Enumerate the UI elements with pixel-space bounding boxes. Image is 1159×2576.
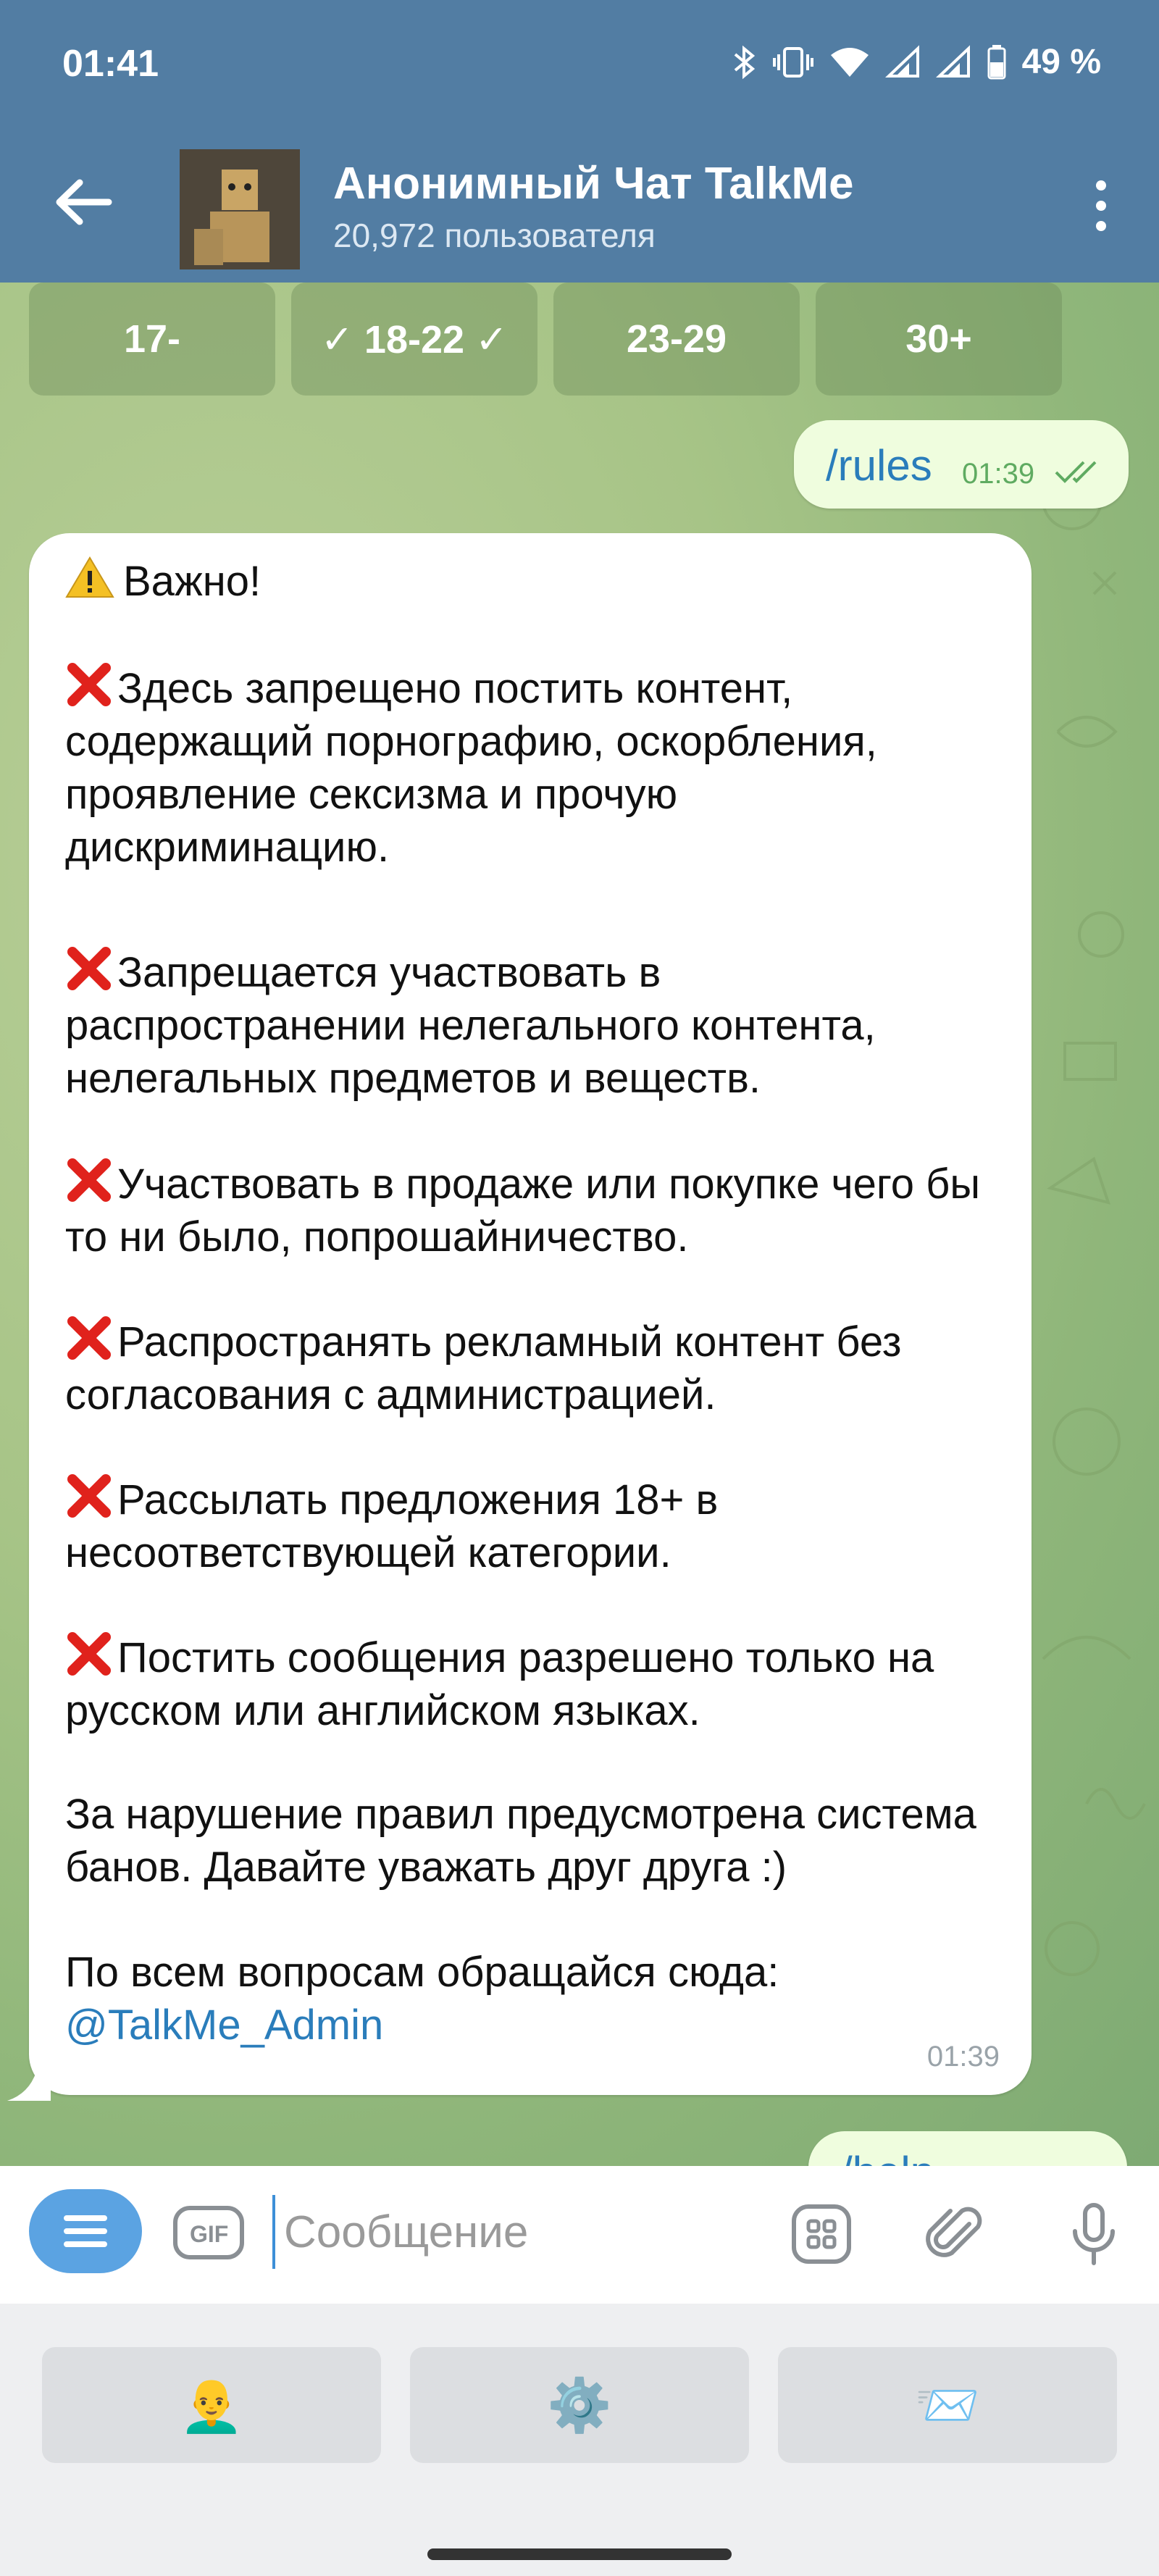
status-time: 01:41 [62, 43, 159, 85]
avatar-image [180, 149, 300, 269]
age-button-30plus[interactable]: 30+ [816, 283, 1062, 396]
admin-link[interactable]: @TalkMe_Admin [65, 2002, 384, 2049]
more-vert-icon[interactable] [1072, 170, 1130, 242]
gear-icon: ⚙️ [547, 2376, 612, 2435]
cross-mark-icon [65, 945, 113, 992]
cross-mark-icon [65, 1314, 113, 1362]
member-count: 20,972 пользователя [333, 217, 656, 254]
message-input[interactable] [272, 2195, 763, 2269]
rule-item [65, 1314, 1007, 1421]
rule-item [65, 1630, 1007, 1737]
double-check-icon [1055, 459, 1107, 484]
message-time: 01:39 [926, 2041, 1000, 2073]
chat-area[interactable] [0, 283, 1159, 2166]
rule-text: Рассылать предложения 18+ в несоответствующей категории. [65, 1476, 719, 1576]
bot-menu-button[interactable] [29, 2189, 142, 2273]
incoming-message[interactable] [29, 533, 1032, 2095]
person-icon: 👨‍🦲 [179, 2376, 244, 2435]
chat-title[interactable]: Анонимный Чат TalkMe [333, 159, 854, 209]
message-input-bar [0, 2166, 1159, 2304]
rule-item [65, 661, 1007, 874]
reply-button-person[interactable] [42, 2347, 381, 2463]
battery-icon [987, 45, 1006, 80]
message-time: 01:39 [962, 458, 1035, 490]
battery-percent: 49 % [1021, 43, 1101, 81]
bluetooth-icon [732, 44, 757, 80]
signal-icon [937, 46, 971, 79]
warning-icon [65, 555, 114, 600]
sticker-grid-icon[interactable] [787, 2199, 856, 2269]
rule-text: Постить сообщения разрешено только на русском или английском языках. [65, 1634, 934, 1734]
age-button-23-29[interactable]: 23-29 [553, 283, 800, 396]
envelope-icon: 📨 [915, 2376, 980, 2435]
reply-button-messages[interactable] [778, 2347, 1117, 2463]
age-button-17[interactable]: 17- [29, 283, 275, 396]
warning-line [65, 555, 1007, 608]
rule-text: Распространять рекламный контент без согласования с администрацией. [65, 1318, 902, 1418]
menu-icon [29, 2189, 142, 2273]
avatar[interactable] [180, 149, 300, 269]
inline-keyboard [29, 283, 1062, 396]
contact-text: По всем вопросам обращайся сюда: [65, 1949, 779, 1996]
rule-text: Участвовать в продаже или покупке чего бы то ни было, попрошайничество. [65, 1161, 981, 1260]
gif-button[interactable] [172, 2204, 245, 2262]
warning-text: Важно! [123, 558, 261, 605]
chat-header [0, 123, 1159, 283]
wifi-icon [829, 46, 870, 78]
rule-item [65, 1156, 1007, 1263]
vibrate-icon [773, 46, 813, 79]
status-bar [0, 0, 1159, 123]
rule-text: Здесь запрещено постить контент, содержащий порнографию, оскорбления, проявление сексизма и прочую дискриминацию. [65, 665, 877, 871]
gif-label: GIF [190, 2221, 229, 2247]
bubble-tail [7, 2072, 51, 2101]
cross-mark-icon [65, 1472, 113, 1520]
microphone-icon[interactable] [1059, 2199, 1129, 2269]
rule-item [65, 945, 1007, 1105]
back-arrow-icon[interactable] [43, 162, 123, 242]
cross-mark-icon [65, 661, 113, 708]
attach-icon[interactable] [921, 2199, 991, 2269]
signal-icon [886, 46, 921, 79]
reply-keyboard [0, 2304, 1159, 2576]
ban-note: За нарушение правил предусмотрена система банов. Давайте уважать друг друга :) [65, 1791, 976, 1891]
home-indicator[interactable] [427, 2548, 732, 2560]
reply-button-settings[interactable] [410, 2347, 749, 2463]
cross-mark-icon [65, 1156, 113, 1204]
cross-mark-icon [65, 1630, 113, 1678]
rule-item [65, 1472, 1007, 1579]
rule-text: Запрещается участвовать в распространении нелегального контента, нелегальных предметов и веществ. [65, 949, 876, 1102]
status-icons [732, 42, 1101, 82]
age-button-18-22[interactable]: ✓ 18-22 ✓ [291, 283, 537, 396]
outgoing-message[interactable] [794, 420, 1129, 509]
message-command[interactable]: /rules [826, 441, 932, 490]
